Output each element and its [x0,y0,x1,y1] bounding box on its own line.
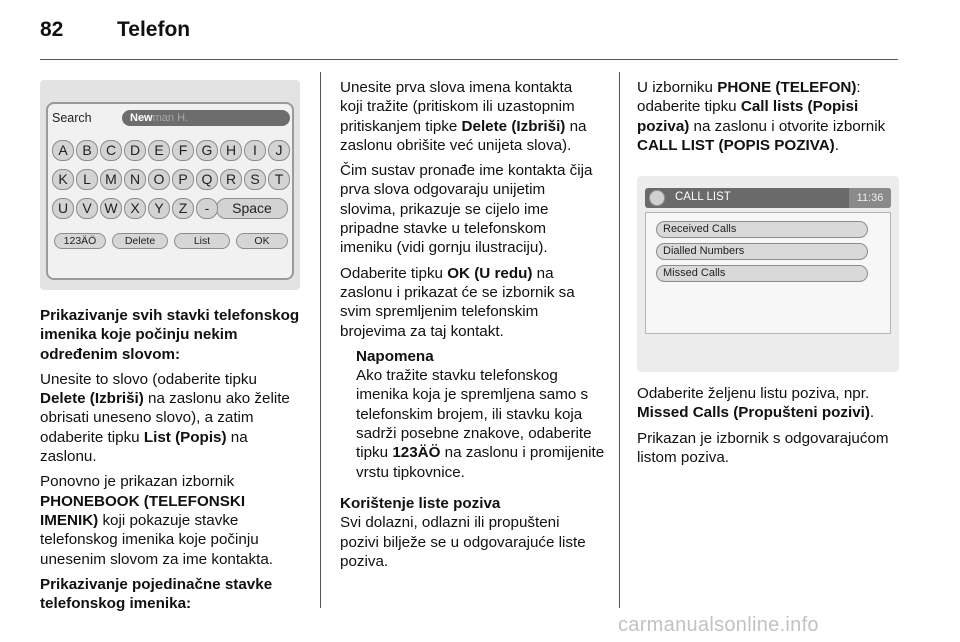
search-suggestion-text: man H. [152,112,189,124]
button-delete: Delete [112,233,168,249]
phonebook-keyboard-screen [40,80,300,290]
key-f: F [172,140,194,161]
column-2 [340,78,610,577]
list-item-missed-calls: Missed Calls [656,265,868,282]
call-list-titlebar [645,188,891,208]
key-m: M [100,169,122,190]
heading-show-single-entry: Prikazivanje pojedinačne stavke telefonskog imenika: [40,575,273,613]
key-z: Z [172,198,194,219]
column-3-lower [637,384,937,473]
keyboard-frame [46,102,294,280]
key-n: N [124,169,146,190]
clock-time: 11:36 [849,188,891,208]
key-space: Space [216,198,288,219]
search-typed-text: New [130,112,153,124]
key-h: H [220,140,242,161]
key-k: K [52,169,74,190]
button-list: List [174,233,230,249]
key-a: A [52,140,74,161]
heading-show-all-entries: Prikazivanje svih stavki telefonskog imenika koje počinju nekim određenim slovom: [40,307,300,363]
search-field [122,110,290,126]
key-w: W [100,198,122,219]
key-i: I [244,140,266,161]
paragraph-calls-logged: Svi dolazni, odlazni ili propušteni pozivi bilježe se u odgovarajuće liste poziva. [340,514,586,570]
call-list-screen [637,176,899,372]
key-o: O [148,169,170,190]
paragraph-select-ok: Odaberite tipku OK (U redu) na zaslonu i prikazat će se izbornik sa svim spremljenim telefonskim brojevima za taj kontakt. [340,264,575,340]
button-123: 123ÄÖ [54,233,106,249]
note-block: Napomena Ako tražite stavku telefonskog imenika koja je spremljena samo s telefonskim brojem, ili stavku koja sadrži posebne znakove, odaberite tipku 123ÄÖ na zaslonu i promijenite vrstu tipkovnice. [356,347,610,482]
column-1 [40,306,308,619]
key-x: X [124,198,146,219]
search-label: Search [52,111,92,125]
key-g: G [196,140,218,161]
page-number: 82 [40,18,64,41]
paragraph-enter-first-letters: Unesite prva slova imena kontakta koji tražite (pritiskom ili uzastopnim pritiskanjem tipke Delete (Izbriši) na zaslonu obrišite već unijeta slova). [340,79,587,154]
paragraph-phone-menu: U izborniku PHONE (TELEFON): odaberite tipku Call lists (Popisi poziva) na zaslonu i otvorite izbornik CALL LIST (POPIS POZIVA). [637,79,886,154]
key-b: B [76,140,98,161]
call-list-panel [645,212,891,334]
key-q: Q [196,169,218,190]
key-p: P [172,169,194,190]
paragraph-phonebook-menu: Ponovno je prikazan izbornik PHONEBOOK (TELEFONSKI IMENIK) koji pokazuje stavke telefonskog imenika koje počinju unesenim slovom za ime kontakta. [40,473,273,568]
key-y: Y [148,198,170,219]
note-heading: Napomena [356,347,434,365]
column-divider-right [619,72,620,608]
column-divider-left [320,72,321,608]
key-j: J [268,140,290,161]
key-d: D [124,140,146,161]
key-v: V [76,198,98,219]
paragraph-system-finds-name: Čim sustav pronađe ime kontakta čija prva slova odgovaraju unijetim slovima, prikazuje se cijelo ime pripadne stavke u telefonskom imeniku (vidi gornju ilustraciju). [340,162,593,257]
key-s: S [244,169,266,190]
call-list-title: CALL LIST [675,191,731,203]
header-rule [40,59,898,60]
column-3 [637,78,933,161]
page-title: Telefon [117,18,191,41]
list-item-dialled-numbers: Dialled Numbers [656,243,868,260]
key-dash: - [196,198,218,219]
key-e: E [148,140,170,161]
list-item-received-calls: Received Calls [656,221,868,238]
key-r: R [220,169,242,190]
key-u: U [52,198,74,219]
key-l: L [76,169,98,190]
paragraph-menu-displayed: Prikazan je izbornik s odgovarajućom listom poziva. [637,429,889,466]
key-c: C [100,140,122,161]
watermark: carmanualsonline.info [618,614,819,636]
paragraph-select-list: Odaberite željenu listu poziva, npr. Missed Calls (Propušteni pozivi). [637,385,875,422]
key-t: T [268,169,290,190]
button-ok: OK [236,233,288,249]
paragraph-enter-letter: Unesite to slovo (odaberite tipku Delete (Izbriši) na zaslonu ako želite obrisati uneseno slovo), a zatim odaberite tipku List (Popis) na zaslonu. [40,370,290,466]
phone-icon [649,190,665,206]
heading-using-call-lists: Korištenje liste poziva [340,494,501,512]
